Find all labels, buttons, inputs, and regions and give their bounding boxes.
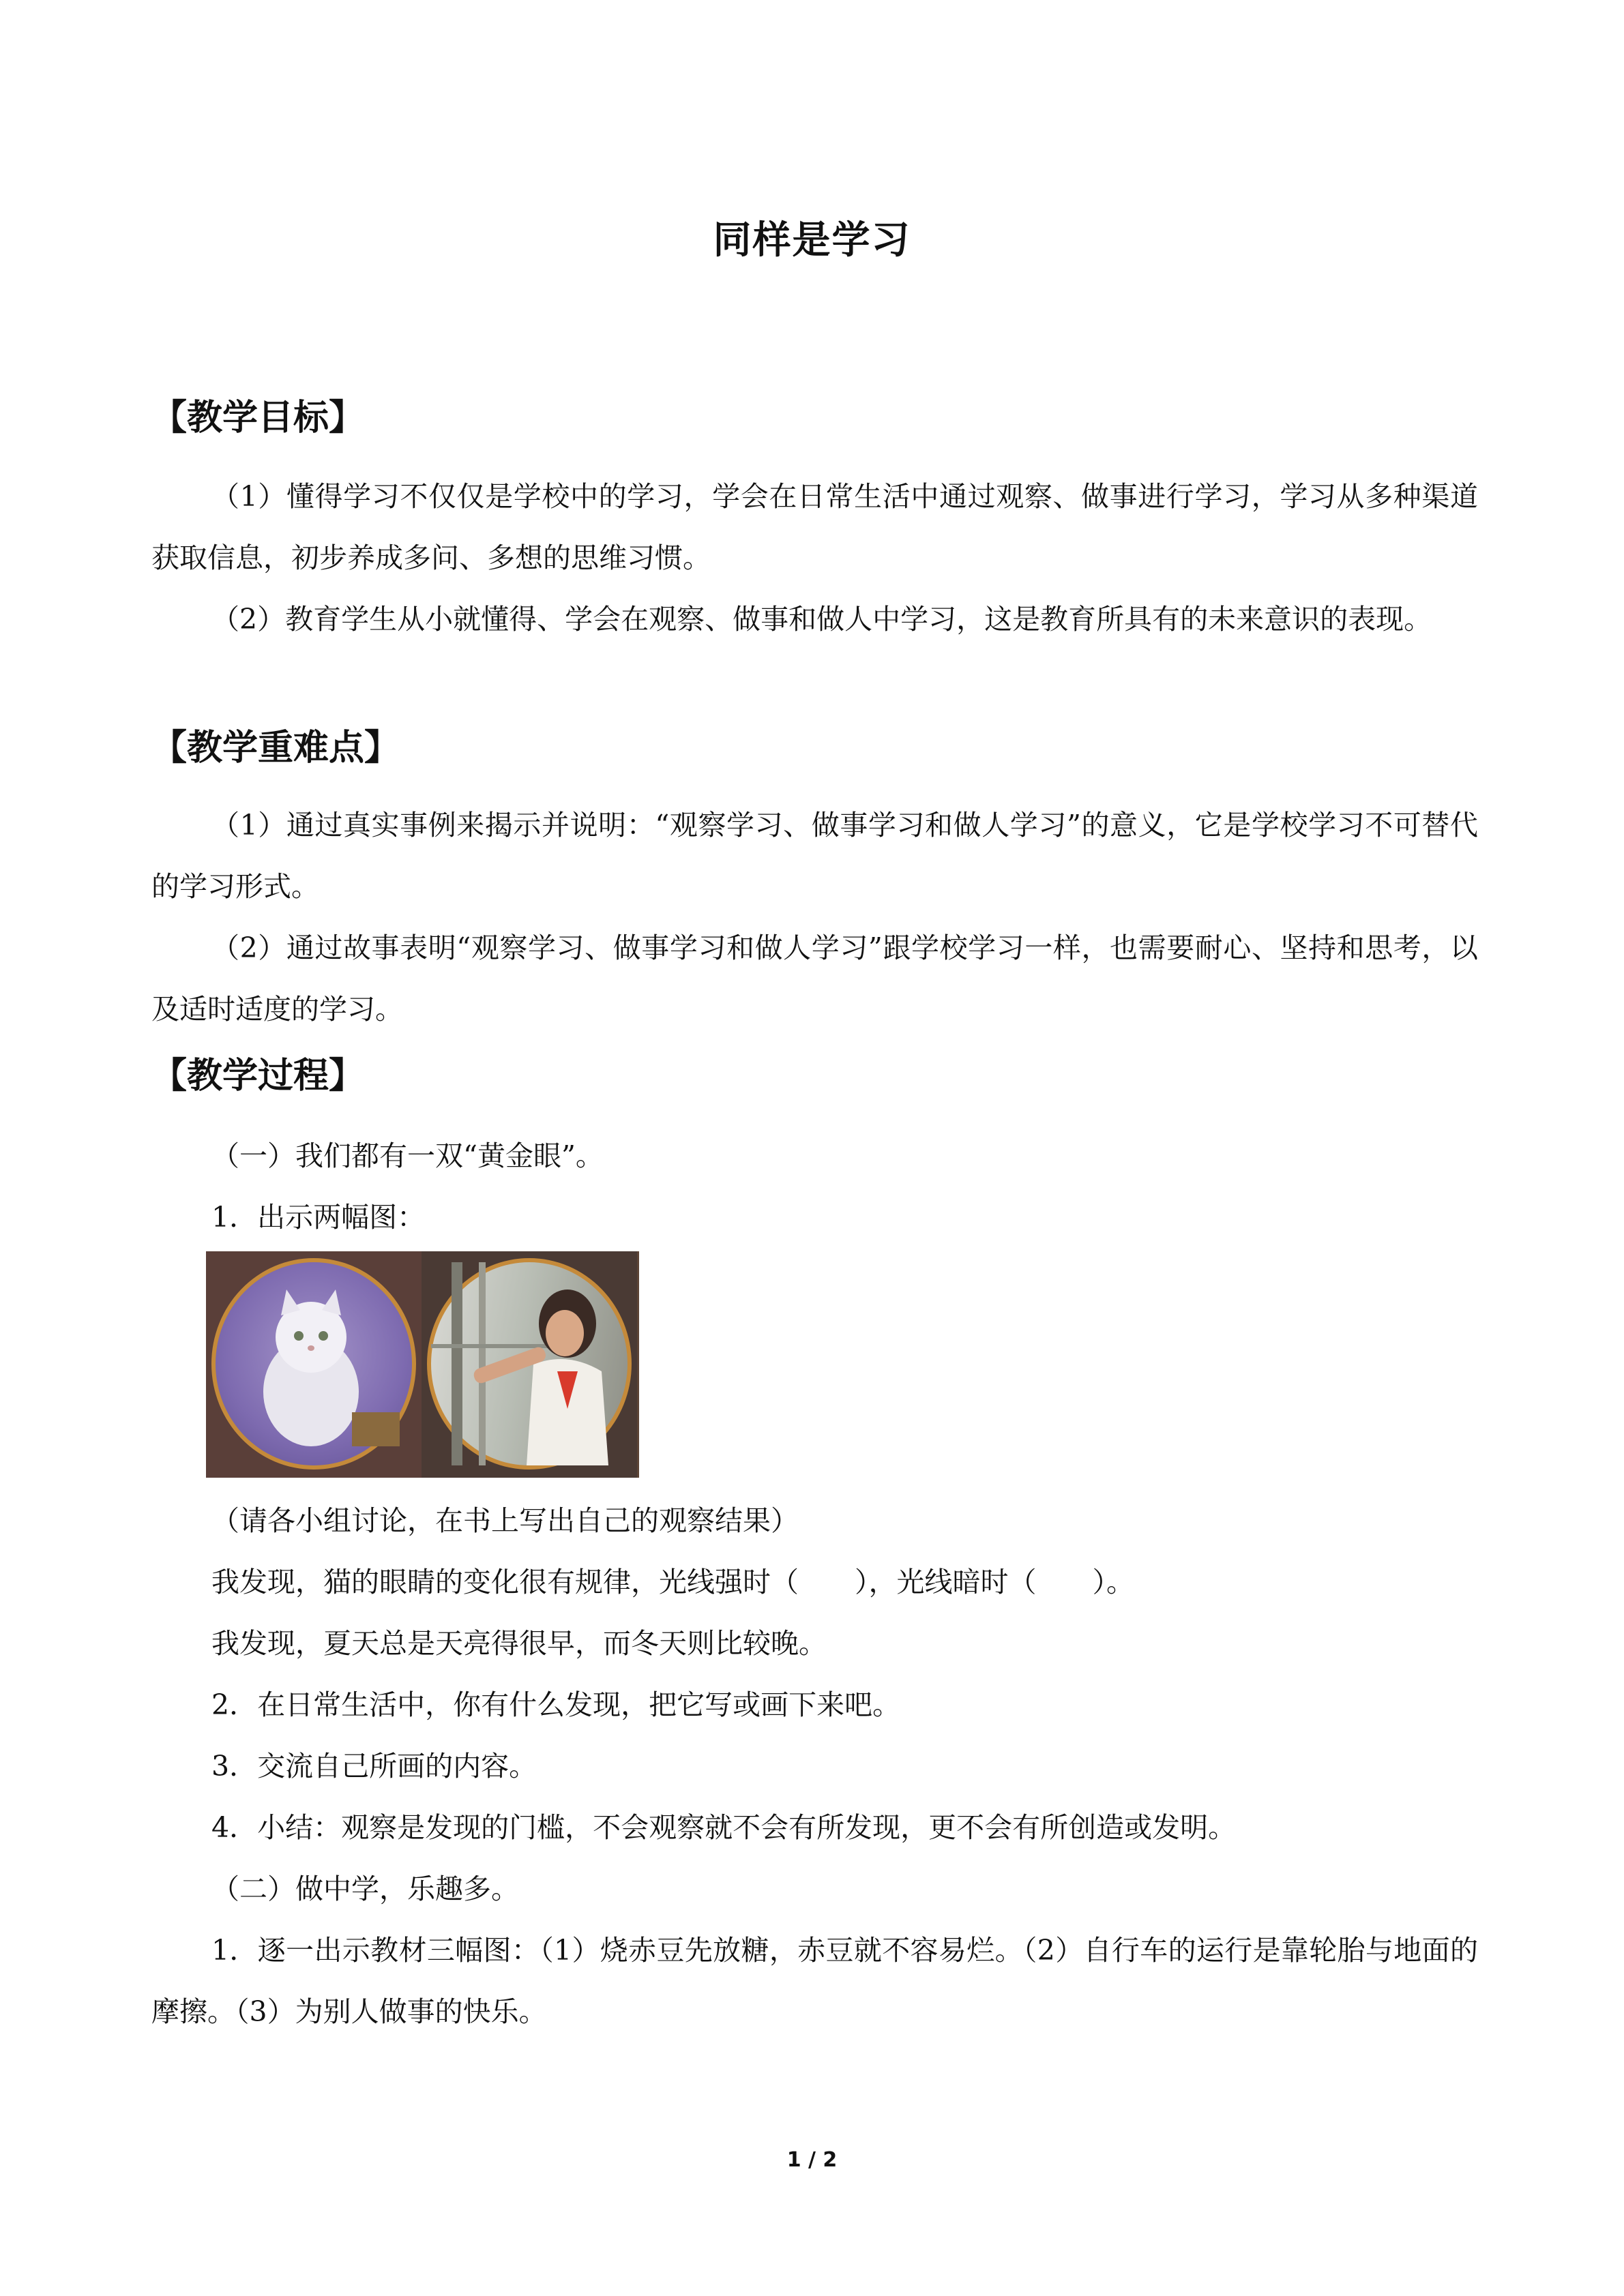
process-line: 2．在日常生活中，你有什么发现，把它写或画下来吧。 — [211, 1688, 901, 1721]
key-points-paragraph-2: （2）通过故事表明“观察学习、做事学习和做人学习”跟学校学习一样，也需要耐心、坚持和思考，以及适时适度的学习。 — [151, 931, 1478, 1026]
process-line: （二）做中学，乐趣多。 — [211, 1873, 519, 1905]
cat-photo — [206, 1251, 422, 1478]
objectives-paragraph-2: （2）教育学生从小就懂得、学会在观察、做事和做人中学习，这是教育所具有的未来意识的表现。 — [211, 603, 1432, 636]
process-line: 我发现，猫的眼睛的变化很有规律，光线强时（ ），光线暗时（ ）。 — [211, 1566, 1134, 1598]
objectives-heading: 【教学目标】 — [151, 398, 365, 438]
page-number: 1 / 2 — [786, 2148, 838, 2172]
observation-images — [206, 1251, 639, 1478]
girl-illustration — [431, 1262, 628, 1465]
process-line: （一）我们都有一双“黄金眼”。 — [211, 1139, 604, 1172]
cat-illustration — [216, 1262, 412, 1465]
objectives-paragraph-1: （1）懂得学习不仅仅是学校中的学习，学会在日常生活中通过观察、做事进行学习，学习从多种渠道获取信息，初步养成多问、多想的思维习惯。 — [151, 480, 1478, 574]
cat-circle-frame — [211, 1258, 416, 1470]
girl-at-window-photo — [422, 1251, 637, 1478]
girl-circle-frame — [427, 1258, 632, 1470]
process-line: 我发现，夏天总是天亮得很早，而冬天则比较晚。 — [211, 1627, 827, 1660]
process-heading: 【教学过程】 — [151, 1056, 365, 1097]
key-points-heading: 【教学重难点】 — [151, 728, 400, 769]
process-line: 3．交流自己所画的内容。 — [211, 1750, 537, 1783]
document-title: 同样是学习 — [713, 218, 911, 263]
process-line: 1．出示两幅图： — [211, 1201, 426, 1234]
key-points-paragraph-1: （1）通过真实事例来揭示并说明：“观察学习、做事学习和做人学习”的意义，它是学校学习不可替代的学习形式。 — [151, 809, 1478, 903]
process-line: 4．小结：观察是发现的门槛，不会观察就不会有所发现，更不会有所创造或发明。 — [211, 1811, 1237, 1844]
process-paragraph: 1．逐一出示教材三幅图：（1）烧赤豆先放糖，赤豆就不容易烂。（2）自行车的运行是靠轮胎与地面的摩擦。（3）为别人做事的快乐。 — [151, 1934, 1478, 2028]
process-line: （请各小组讨论，在书上写出自己的观察结果） — [211, 1504, 799, 1537]
